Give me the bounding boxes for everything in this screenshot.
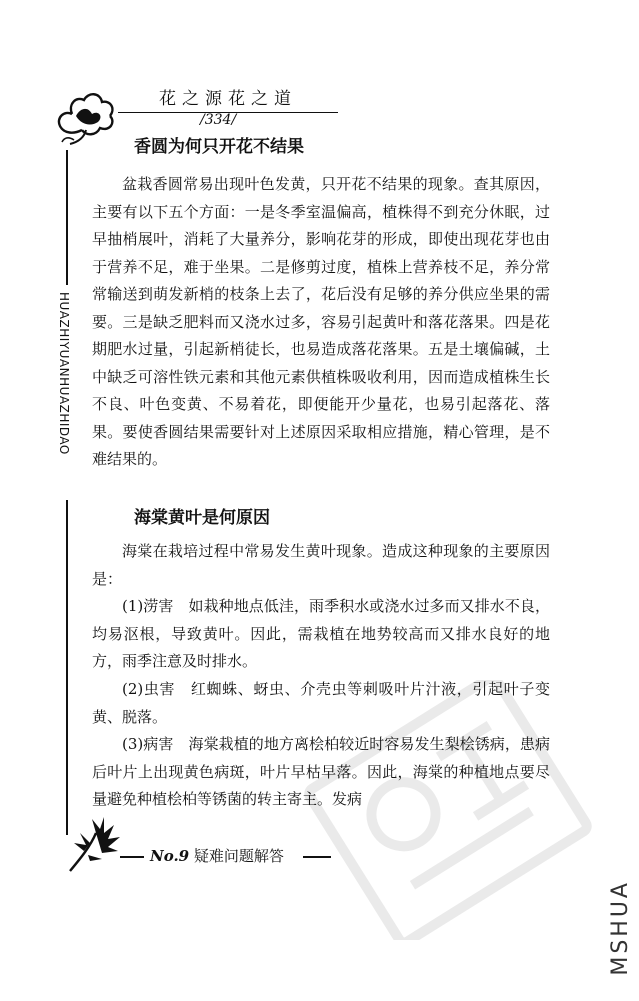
body-paragraph: (1)涝害 如栽种地点低洼，雨季积水或浇水过多而又排水不良，均易沤根，导致黄叶。因此，需栽植在地势较高而又排水良好的地方，雨季注意及时排水。 (92, 597, 550, 670)
side-rule-bottom (66, 500, 68, 835)
chapter-title: 疑难问题解答 (193, 847, 284, 865)
section-title: 海棠黄叶是何原因 (134, 508, 270, 528)
section-title: 香圆为何只开花不结果 (134, 137, 304, 157)
side-running-text: HUAZHIYUANHUAZHIDAO (57, 292, 71, 455)
side-rule-top (66, 150, 68, 285)
body-paragraph: 海棠在栽培过程中常易发生黄叶现象。造成这种现象的主要原因是： (92, 542, 550, 588)
faint-seal-watermark-icon (298, 680, 598, 940)
flower-ornament-icon (52, 86, 124, 146)
running-head-title: 花之源花之道 (118, 88, 338, 113)
leaf-sprig-icon (66, 815, 122, 873)
chapter-number: No.9 (150, 847, 190, 865)
footer-rule-left (120, 856, 144, 858)
footer-chapter (150, 845, 284, 867)
page-number: /334/ (200, 112, 237, 128)
body-paragraph: 盆栽香圆常易出现叶色发黄，只开花不结果的现象。查其原因，主要有以下五个方面：一是冬季室温偏高，植株得不到充分休眠，过早抽梢展叶，消耗了大量养分，影响花芽的形成，即使出现花芽也由于营养不足，难于坐果。二是修剪过度，植株上营养枝不足，养分常常输送到萌发新梢的枝条上去了，花后没有足够的养分供应坐果的需要。三是缺乏肥料而又浇水过多，容易引起黄叶和落花落果。四是花期肥水过量，引起新梢徒长，也易造成落花落果。五是土壤偏碱，土中缺乏可溶性铁元素和其他元素供植株吸收利用，因而造成植株生长不良、叶色变黄、不易着花，即便能开少量花，也易引起落花、落果。要使香圆结果需要针对上述原因采取相应措施，精心管理，是不难结果的。 (92, 175, 550, 468)
body-paragraph: (3)病害 海棠栽植的地方离桧柏较近时容易发生梨桧锈病，患病后叶片上出现黄色病斑，叶片早枯早落。因此，海棠的种植地点要尽量避免种植桧柏等锈菌的转主寄主。发病 (92, 735, 550, 808)
margin-watermark-text: MSHUA (608, 880, 633, 976)
body-paragraph: (2)虫害 红蜘蛛、蚜虫、介壳虫等刺吸叶片汁液，引起叶子变黄、脱落。 (92, 680, 550, 726)
